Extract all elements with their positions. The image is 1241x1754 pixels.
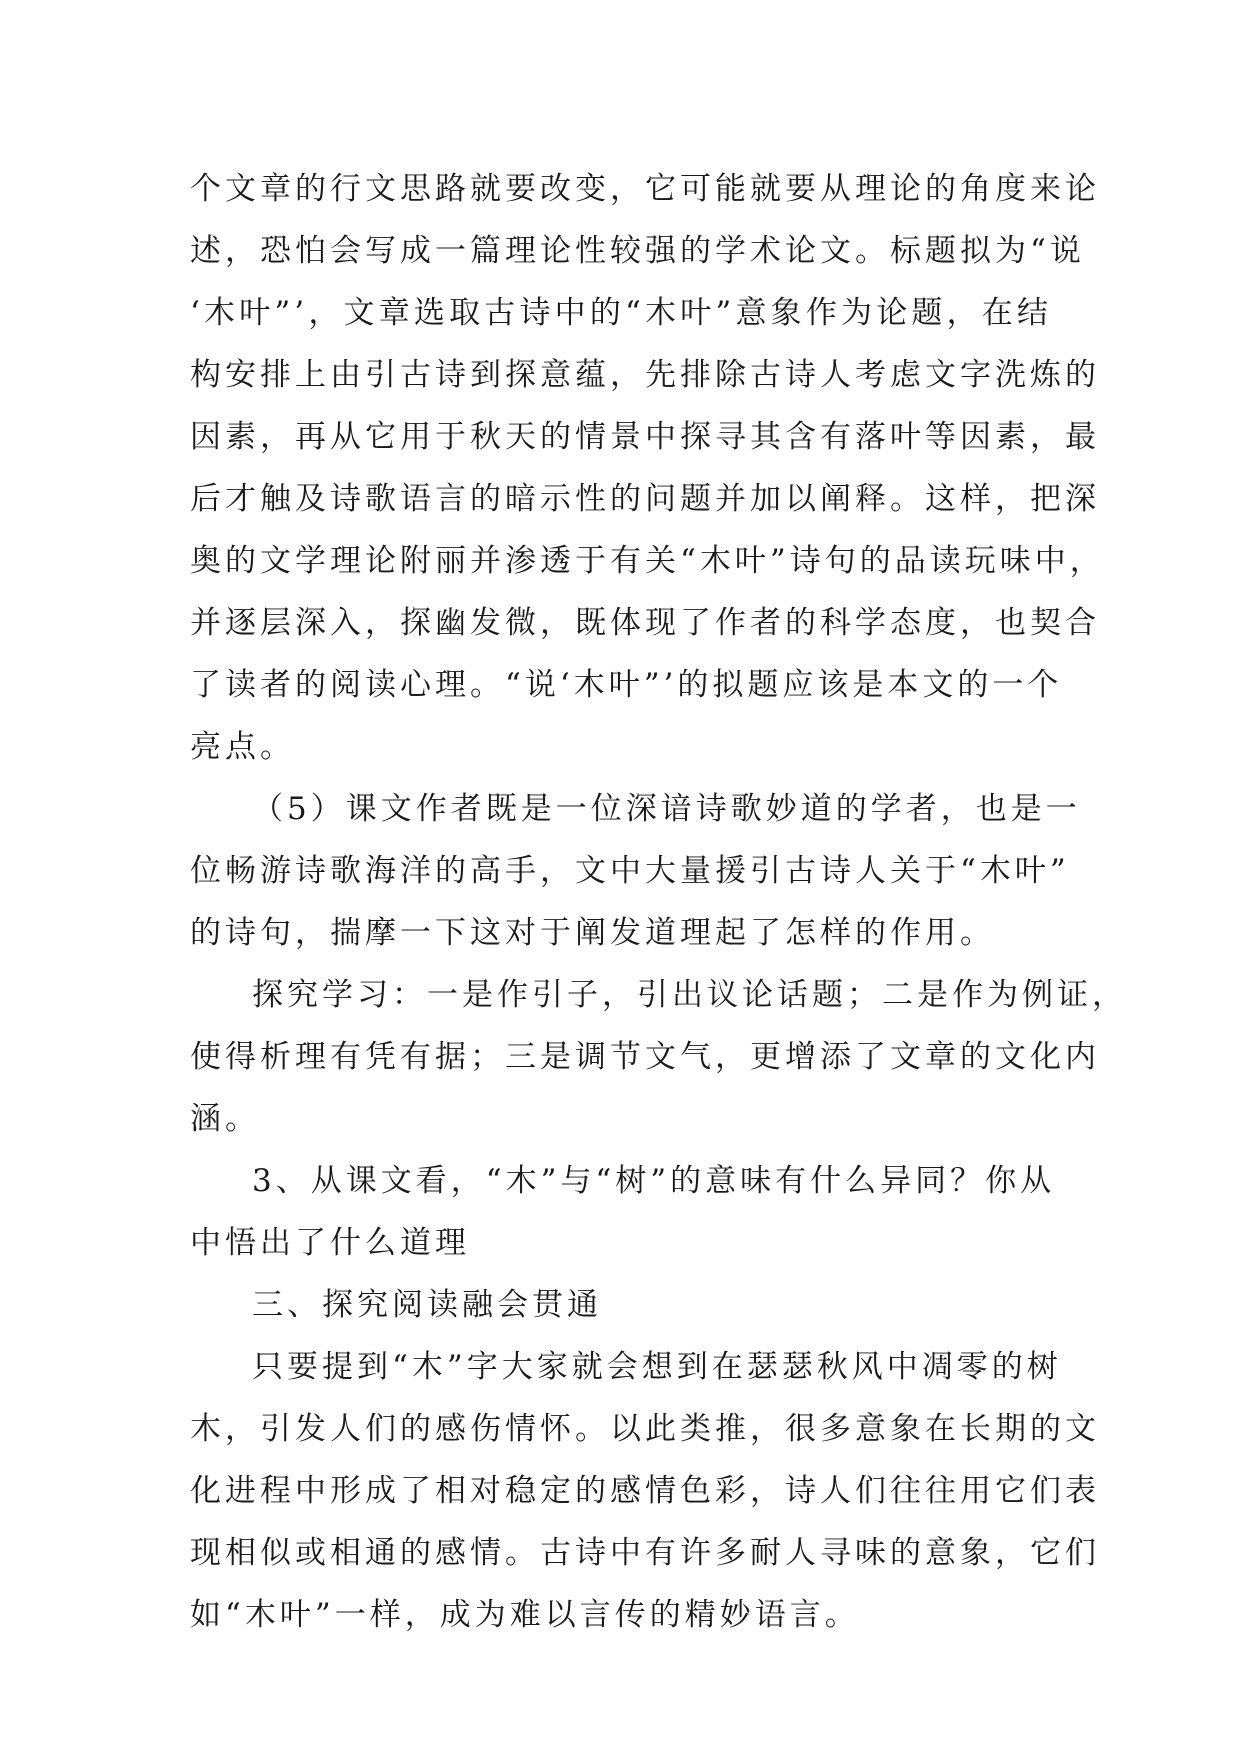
text-line: 述，恐怕会写成一篇理论性较强的学术论文。标题拟为“说 [190, 233, 1085, 269]
paragraph [190, 778, 1081, 964]
text-line: 个文章的行文思路就要改变，它可能就要从理论的角度来论 [190, 171, 1100, 207]
text-line: 木，引发人们的感伤情怀。以此类推，很多意象在长期的文 [190, 1411, 1100, 1447]
paragraph [190, 158, 1105, 778]
text-line: 并逐层深入，探幽发微，既体现了作者的科学态度，也契合 [190, 605, 1100, 641]
text-line: 涵。 [190, 1101, 260, 1137]
paragraph [190, 1336, 1100, 1646]
text-line: 探究学习：一是作引子，引出议论话题；二是作为例证， [252, 977, 1127, 1013]
text-line: 使得析理有凭有据；三是调节文气，更增添了文章的文化内 [190, 1039, 1100, 1075]
text-line: 因素，再从它用于秋天的情景中探寻其含有落叶等因素，最 [190, 419, 1100, 455]
text-line: （5）课文作者既是一位深谙诗歌妙道的学者，也是一 [252, 791, 1081, 827]
paragraph [190, 1274, 1052, 1336]
text-line: 亮点。 [190, 729, 295, 765]
text-line: 三、探究阅读融会贯通 [252, 1287, 602, 1323]
text-line: 后才触及诗歌语言的暗示性的问题并加以阐释。这样，把深 [190, 481, 1100, 517]
text-line: 中悟出了什么道理 [190, 1225, 470, 1261]
text-line: 3、从课文看，“木”与“树”的意味有什么异同？你从 [252, 1163, 1056, 1199]
text-line: ‘木叶”’，文章选取古诗中的“木叶”意象作为论题，在结 [190, 295, 1052, 331]
text-line: 现相似或相通的感情。古诗中有许多耐人寻味的意象，它们 [190, 1535, 1100, 1571]
body-text [190, 158, 1127, 1646]
text-line: 化进程中形成了相对稳定的感情色彩，诗人们往往用它们表 [190, 1473, 1100, 1509]
text-line: 奥的文学理论附丽并渗透于有关“木叶”诗句的品读玩味中， [190, 543, 1105, 579]
text-line: 了读者的阅读心理。“说‘木叶”’的拟题应该是本文的一个 [190, 667, 1063, 703]
text-line: 构安排上由引古诗到探意蕴，先排除古诗人考虑文字洗炼的 [190, 357, 1100, 393]
paragraph [190, 1150, 1056, 1274]
paragraph [190, 964, 1127, 1150]
text-line: 位畅游诗歌海洋的高手，文中大量援引古诗人关于“木叶” [190, 853, 1070, 889]
text-line: 只要提到“木”字大家就会想到在瑟瑟秋风中凋零的树 [252, 1349, 1062, 1385]
text-line: 的诗句，揣摩一下这对于阐发道理起了怎样的作用。 [190, 915, 995, 951]
text-line: 如“木叶”一样，成为难以言传的精妙语言。 [190, 1597, 860, 1633]
